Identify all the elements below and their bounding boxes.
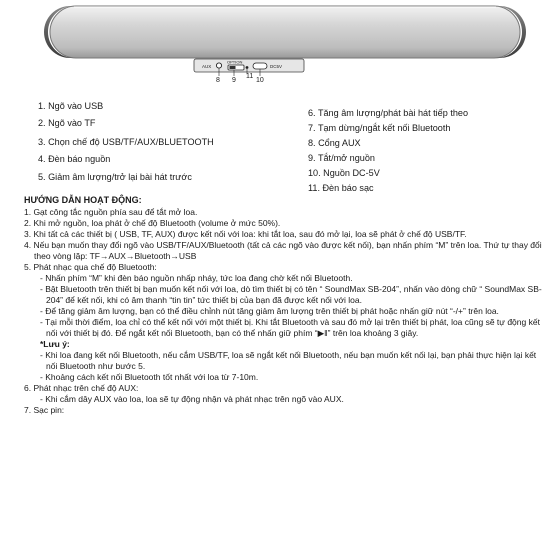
callout-9: 9 [232, 77, 236, 84]
dc-port [253, 63, 267, 69]
callout-10: 10 [256, 77, 264, 84]
option-label: OPTION [227, 59, 243, 65]
operating-instructions [24, 195, 544, 416]
part-item: 6. Tăng âm lượng/phát bài hát tiếp theo [308, 108, 469, 118]
instruction-step: 6. Phát nhạc trên chế độ AUX: [24, 383, 139, 393]
instruction-subitem: - Khi loa đang kết nối Bluetooth, nếu cắm USB/TF, loa sẽ ngắt kết nối Bluetooth, nếu bạn muốn kết nối lại, bạn phải thực hiện lại kết nối Bluetooth như bước 5. [40, 350, 537, 371]
instruction-step: 3. Khi tất cả các thiết bị ( USB, TF, AUX) được kết nối với loa: khi tắt loa, sau đó mở lại, loa sẽ phát ở chế độ USB/TF. [24, 229, 467, 239]
aux-jack-icon [216, 63, 221, 68]
callout-11: 11 [246, 73, 254, 80]
aux-port-label: AUX [202, 64, 212, 69]
instruction-step: 5. Phát nhạc qua chế độ Bluetooth: [24, 262, 157, 272]
part-item: 11. Đèn báo sạc [308, 183, 374, 193]
instruction-subitem: - Khoảng cách kết nối Bluetooth tốt nhất với loa từ 7-10m. [40, 372, 259, 382]
dc-port-label: DC5V [270, 64, 283, 69]
charge-led-icon [246, 66, 249, 69]
speaker-illustration [44, 2, 526, 76]
instruction-step: 7. Sạc pin: [24, 405, 65, 415]
part-item: 5. Giảm âm lượng/trở lại bài hát trước [38, 172, 192, 182]
part-item: 4. Đèn báo nguồn [38, 154, 111, 164]
instructions-heading: HƯỚNG DẪN HOẠT ĐỘNG: [24, 195, 142, 205]
part-item: 1. Ngõ vào USB [38, 101, 104, 111]
instruction-subitem: - Bật Bluetooth trên thiết bị bạn muốn kết nối với loa, dò tìm thiết bị có tên “ SoundMax SB-204”, nhấn vào dòng chữ “ SoundMax SB-204” để kết nối, khi có âm thanh “tin tin” tức thiết bị của bạn đã được kết nối với loa. [40, 284, 542, 305]
part-item: 2. Ngõ vào TF [38, 118, 96, 128]
note-heading: *Lưu ý: [40, 339, 70, 349]
instructions-body [24, 207, 544, 416]
instruction-subitem: - Để tăng giảm âm lượng, bạn có thể điều chỉnh nút tăng giảm âm lượng trên thiết bị phát hoặc nhấn giữ nút “-/+” trên loa. [40, 306, 499, 316]
callout-8: 8 [216, 77, 220, 84]
instruction-step: 1. Gạt công tắc nguồn phía sau để tắt mở loa. [24, 207, 198, 217]
instruction-subitem: - Khi cắm dây AUX vào loa, loa sẽ tự động nhận và phát nhạc trên ngõ vào AUX. [40, 394, 344, 404]
part-item: 10. Nguồn DC-5V [308, 168, 380, 178]
instruction-step: 4. Nếu bạn muốn thay đổi ngõ vào USB/TF/AUX/Bluetooth (tất cả các ngõ vào được kết nối), bạn nhấn phím “M” trên loa. Thứ tự thay đổi theo vòng lặp: TF→AUX→Bluetooth→USB [24, 240, 542, 261]
part-item: 7. Tạm dừng/ngắt kết nối Bluetooth [308, 123, 451, 133]
part-item: 8. Cổng AUX [308, 138, 361, 148]
part-item: 9. Tắt/mở nguồn [308, 153, 375, 163]
instruction-subitem: - Nhấn phím “M” khi đèn báo nguồn nhấp nháy, tức loa đang chờ kết nối Bluetooth. [40, 273, 353, 283]
part-item: 3. Chọn chế độ USB/TF/AUX/BLUETOOTH [38, 137, 214, 147]
instruction-step: 2. Khi mở nguồn, loa phát ở chế độ Bluetooth (volume ở mức 50%). [24, 218, 281, 228]
instruction-subitem: - Tại mỗi thời điểm, loa chỉ có thể kết nối với một thiết bị. Khi tắt Bluetooth và sau đó mở lại trên thiết bị phát, loa cũng sẽ tự động kết nối với thiết bị đó. Để ngắt kết nối Bluetooth, bạn có thể nhấn giữ phím “▶ǁ” trên loa khoảng 3 giây. [40, 317, 540, 338]
speaker-body [50, 6, 520, 58]
